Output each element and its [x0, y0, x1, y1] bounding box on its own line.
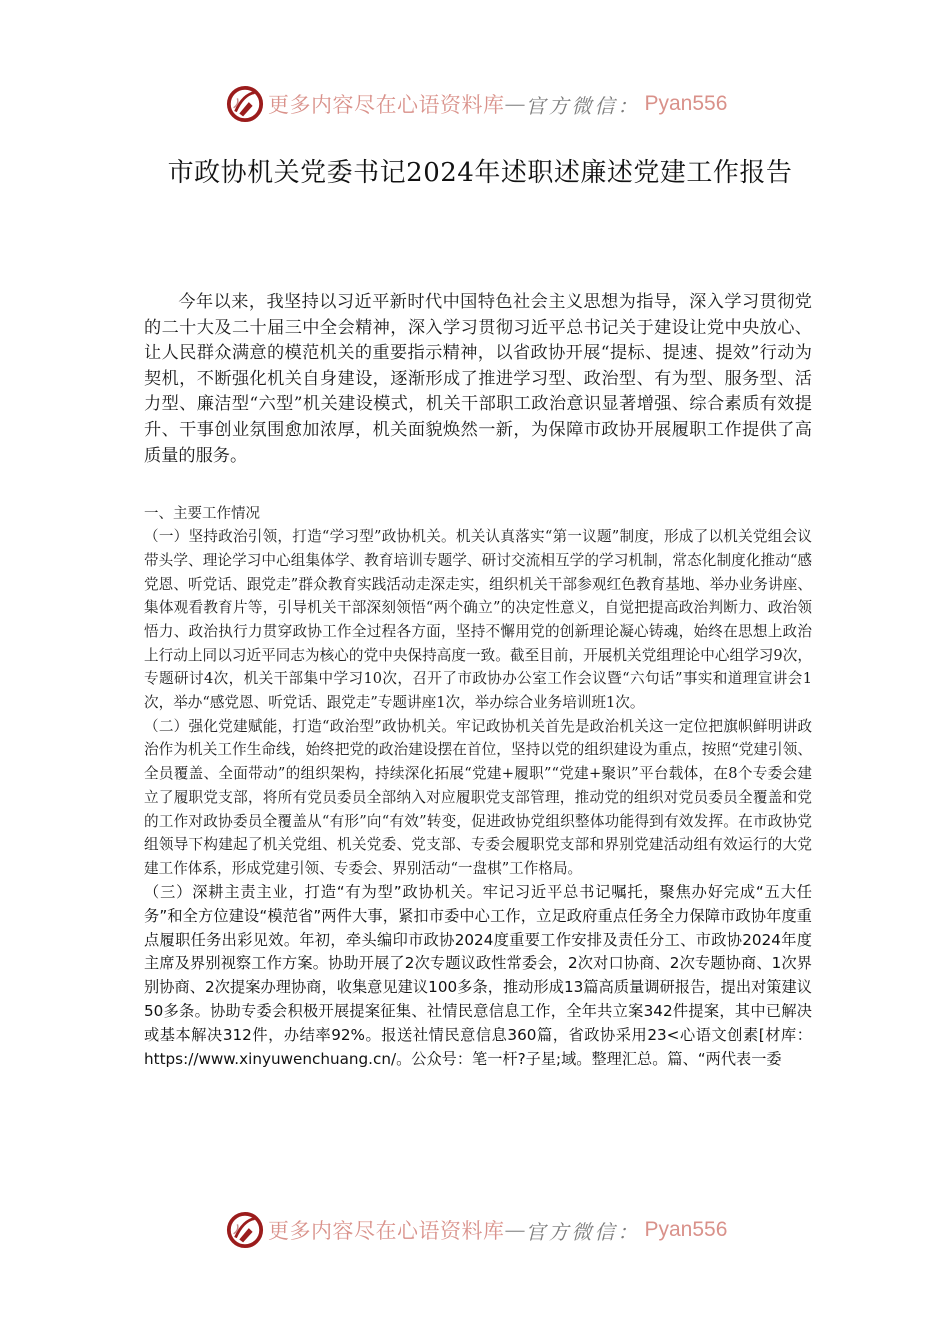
watermark-wechat-id: Pyan556 — [644, 1218, 728, 1241]
section-heading: 一、主要工作情况 — [144, 506, 260, 523]
watermark-dash: — — [504, 92, 526, 116]
watermark-wechat-id: Pyan556 — [644, 92, 728, 115]
pen-logo-icon — [226, 85, 264, 123]
intro-paragraph: 今年以来，我坚持以习近平新时代中国特色社会主义思想为指导，深入学习贯彻党的二十大及二十届三中全会精神，深入学习贯彻习近平总书记关于建设让党中央放心、让人民群众满意的模范机关的重要指示精神，以省政协开展“提标、提速、提效”行动为契机，不断强化机关自身建设，逐渐形成了推进学习型、政治型、有为型、服务型、活力型、廉洁型“六型”机关建设模式，机关干部职工政治意识显著增强、综合素质有效提升、干事创业氛围愈加浓厚，机关面貌焕然一新，为保障市政协开展履职工作提供了高质量的服务。 — [144, 292, 812, 466]
watermark-wechat-label: 官方微信： — [525, 1219, 641, 1244]
watermark-wechat-label: 官方微信： — [525, 93, 641, 118]
document-title: 市政协机关党委书记2024年述职述廉述党建工作报告 — [167, 158, 793, 188]
watermark-banner-bottom — [226, 1208, 727, 1252]
document-body — [144, 290, 812, 1072]
watermark-main-text: 更多内容尽在心语资料库 — [268, 93, 505, 117]
watermark-dash: — — [504, 1218, 526, 1242]
paragraph-political: （二）强化党建赋能，打造“政治型”政协机关。牢记政协机关首先是政治机关这一定位把旗帜鲜明讲政治作为机关工作生命线，始终把党的政治建设摆在首位，坚持以党的组织建设为重点，按照“党建引领、全员覆盖、全面带动”的组织架构，持续深化拓展“党建+履职”“党建+聚识”平台载体，在8个专委会建立了履职党支部，将所有党员委员全部纳入对应履职党支部管理，推动党的组织对党员委员全覆盖和党的工作对政协委员全覆盖从“有形”向“有效”转变，促进政协党组织整体功能得到有效发挥。在市政协党组领导下构建起了机关党组、机关党委、党支部、专委会履职党支部和界别党建活动组有效运行的大党建工作体系，形成党建引领、专委会、界别活动“一盘棋”工作格局。 — [144, 717, 812, 877]
pen-logo-icon — [226, 1211, 264, 1249]
watermark-banner-top — [226, 82, 727, 126]
watermark-main-text: 更多内容尽在心语资料库 — [268, 1219, 505, 1243]
paragraph-learning: （一）坚持政治引领，打造“学习型”政协机关。机关认真落实“第一议题”制度，形成了以机关党组会议带头学、理论学习中心组集体学、教育培训专题学、研讨交流相互学的学习机制，常态化制度化推动“感党恩、听党话、跟党走”群众教育实践活动走深走实，组织机关干部参观红色教育基地、举办业务讲座、集体观看教育片等，引导机关干部深刻领悟“两个确立”的决定性意义，自觉把提高政治判断力、政治领悟力、政治执行力贯穿政协工作全过程各方面，坚持不懈用党的创新理论凝心铸魂，始终在思想上政治上行动上同以习近平同志为核心的党中央保持高度一致。截至目前，开展机关党组理论中心组学习9次，专题研讨4次，机关干部集中学习10次，召开了市政协办公室工作会议暨“六句话”事实和道理宣讲会1次，举办“感党恩、听党话、跟党走”专题讲座1次，举办综合业务培训班1次。 — [144, 528, 812, 712]
paragraph-action: （三）深耕主责主业，打造“有为型”政协机关。牢记习近平总书记嘱托，聚焦办好完成“五大任务”和全方位建设“模范省”两件大事，紧扣市委中心工作，立足政府重点任务全力保障市政协年度重点履职任务出彩见效。年初，牵头编印市政协2024度重要工作安排及责任分工、市政协2024年度主席及界别视察工作方案。协助开展了2次专题议政性常委会，2次对口协商、2次专题协商、1次界别协商、2次提案办理协商，收集意见建议100多条，推动形成13篇高质量调研报告，提出对策建议50多条。协助专委会积极开展提案征集、社情民意信息工作，全年共立案342件提案，其中已解决或基本解决312件，办结率92%。报送社情民意信息360篇，省政协采用23<心语文创素[材库：https://www.xinyuwenchuang.cn/。公众号：笔一杆?子星;域。整理汇总。篇、“两代表一委 — [144, 882, 812, 1069]
